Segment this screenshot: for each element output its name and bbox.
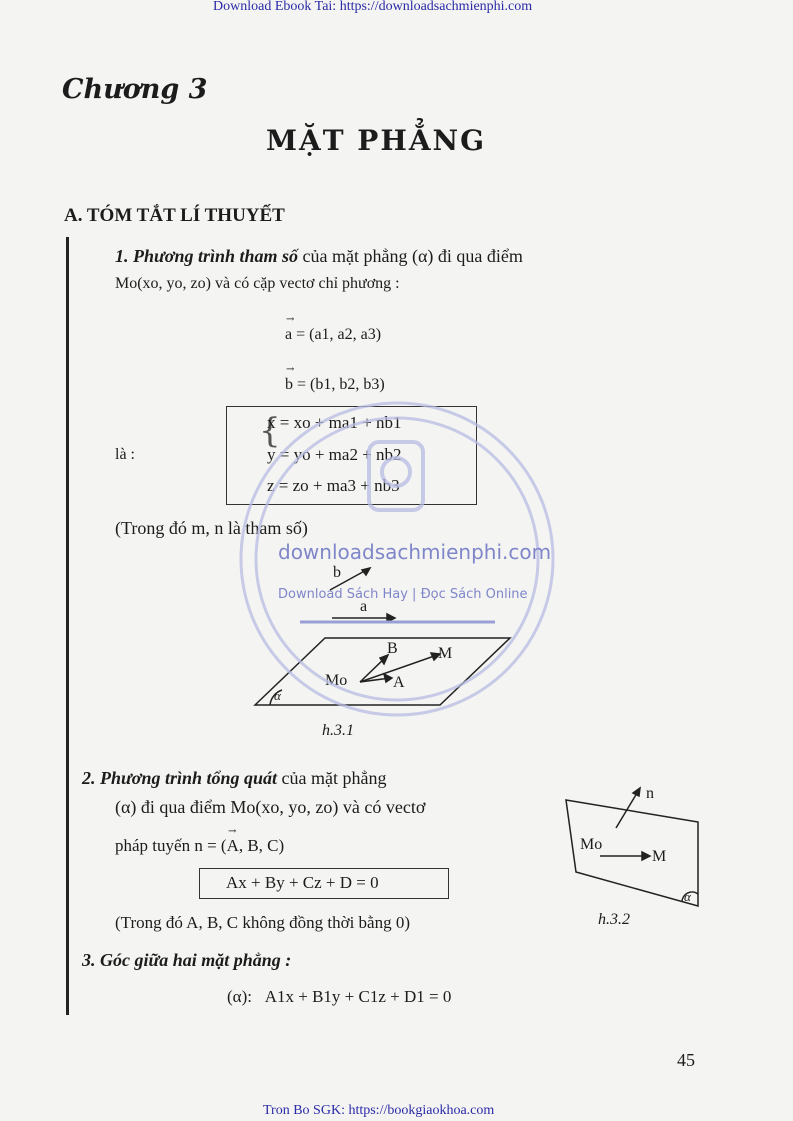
- fig1-label-M: M: [438, 645, 453, 662]
- item1-text2: Mo(xo, yo, zo) và có cặp vectơ chỉ phương :: [115, 275, 400, 292]
- watermark-site: downloadsachmienphi.com: [278, 540, 552, 564]
- item2-number: 2.: [82, 768, 96, 788]
- item3-equation: (α): A1x + B1y + C1z + D1 = 0: [227, 987, 452, 1006]
- item2-term: Phương trình tổng quát: [100, 768, 278, 788]
- fig1-label-A: A: [393, 674, 405, 691]
- footer-link[interactable]: Tron Bo SGK: https://bookgiaokhoa.com: [263, 1103, 495, 1118]
- fig1-label-b: b: [333, 564, 341, 581]
- fig1-label-B: B: [387, 640, 398, 657]
- normal-vector-arrow-icon: →: [228, 826, 237, 837]
- item1-number: 1.: [115, 246, 129, 266]
- item1-paragraph: [115, 246, 523, 267]
- page-number: 45: [677, 1050, 695, 1070]
- item3-term: Góc giữa hai mặt phẳng :: [100, 950, 292, 970]
- page-title: MẶT PHẲNG: [266, 124, 487, 157]
- header-download-link[interactable]: Download Ebook Tai: https://downloadsachmienphi.com: [213, 0, 533, 14]
- item3-number: 3.: [82, 950, 96, 970]
- vector-b-definition: b = (b1, b2, b3): [285, 376, 385, 393]
- equation-x: x = xo + ma1 + nb1: [267, 413, 402, 432]
- figure2-caption: h.3.2: [598, 911, 630, 928]
- general-equation-box: [199, 868, 449, 899]
- vector-a-arrow-icon: →: [286, 314, 295, 325]
- item2-text2: (α) đi qua điểm Mo(xo, yo, zo) và có vectơ: [115, 797, 426, 817]
- margin-bar: [66, 237, 69, 1015]
- fig1-label-Mo: Mo: [325, 672, 348, 689]
- parametric-equation-box: { x = xo + ma1 + nb1 y = yo + ma2 + nb2 z = zo + ma3 + nb3: [226, 406, 477, 505]
- equation-z: z = zo + ma3 + nb3: [267, 476, 400, 495]
- item2-text3: pháp tuyến n = (A, B, C): [115, 836, 285, 855]
- section-heading: A. TÓM TẮT LÍ THUYẾT: [64, 205, 285, 226]
- item1-term: Phương trình tham số: [133, 246, 299, 266]
- vector-a-definition: a = (a1, a2, a3): [285, 326, 382, 343]
- fig1-label-a: a: [360, 598, 368, 615]
- item1-note: (Trong đó m, n là tham số): [115, 518, 308, 538]
- chapter-label: Chương 3: [62, 74, 208, 105]
- equation-y: y = yo + ma2 + nb2: [267, 445, 402, 464]
- fig2-label-M: M: [652, 848, 667, 865]
- fig1-label-alpha: α: [274, 688, 281, 703]
- item3-heading: [82, 950, 291, 971]
- item2-paragraph: [82, 768, 386, 789]
- fig2-label-n: n: [646, 785, 654, 802]
- general-equation: Ax + By + Cz + D = 0: [226, 873, 379, 892]
- figure1-caption: h.3.1: [322, 722, 354, 739]
- item2-text1: của mặt phẳng: [281, 768, 387, 788]
- watermark-tagline: Download Sách Hay | Đọc Sách Online: [278, 587, 528, 602]
- fig2-label-alpha: α: [684, 889, 691, 904]
- fig2-label-Mo: Mo: [580, 836, 603, 853]
- item2-note: (Trong đó A, B, C không đồng thời bằng 0): [115, 913, 411, 932]
- item1-text1: của mặt phẳng (α) đi qua điểm: [302, 246, 523, 266]
- la-label: là :: [115, 446, 135, 463]
- vector-b-arrow-icon: →: [286, 364, 295, 375]
